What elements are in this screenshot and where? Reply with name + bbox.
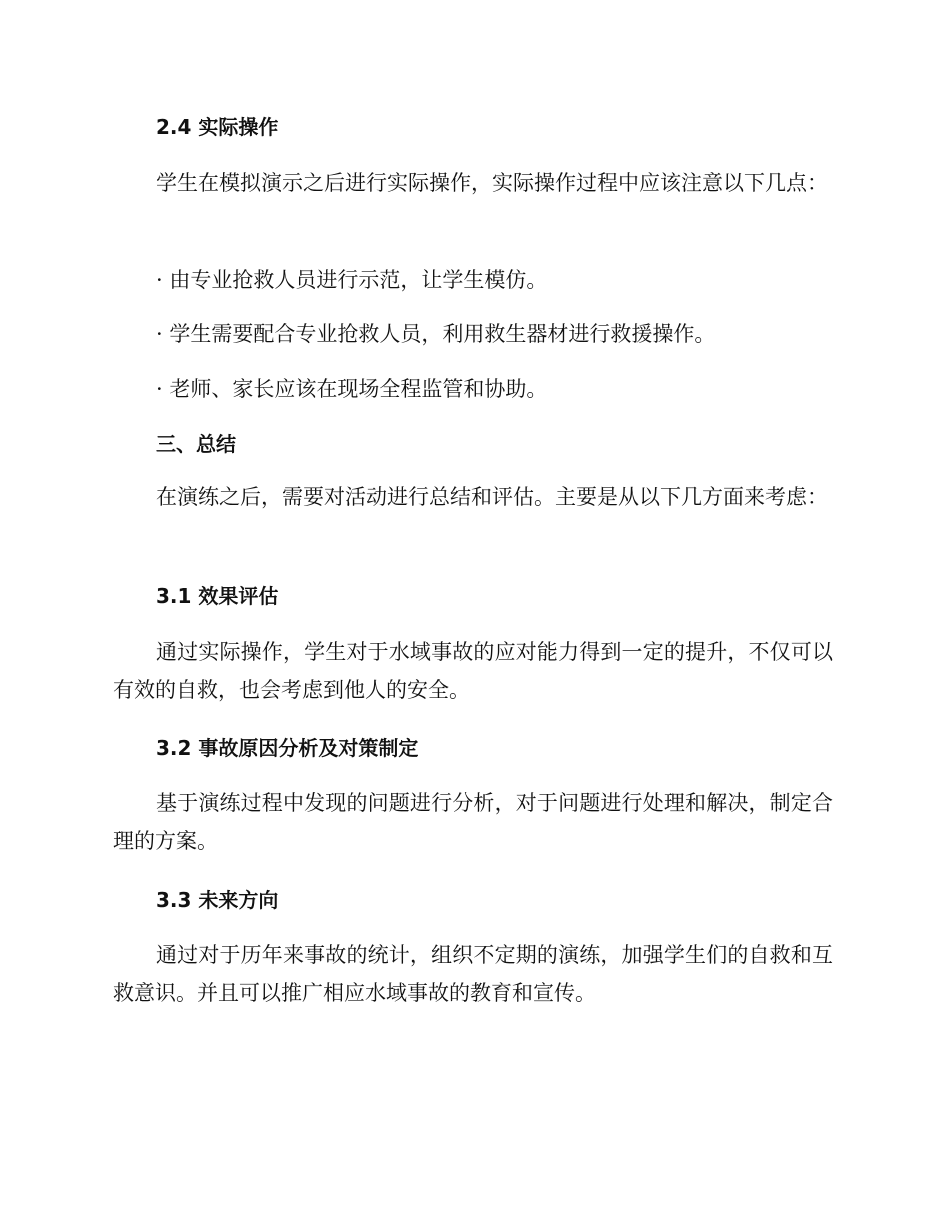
bullet-item-1: · 由专业抢救人员进行示范，让学生模仿。 (156, 268, 548, 292)
section-heading-3: 三、总结 (156, 432, 236, 456)
section-heading-3-3: 3.3 未来方向 (156, 888, 279, 912)
section-heading-3-1: 3.1 效果评估 (156, 584, 279, 608)
bullet-item-3: · 老师、家长应该在现场全程监管和协助。 (156, 377, 548, 401)
section-heading-2-4: 2.4 实际操作 (156, 115, 279, 139)
paragraph-2-4: 学生在模拟演示之后进行实际操作，实际操作过程中应该注意以下几点： (156, 171, 828, 195)
paragraph-3: 在演练之后，需要对活动进行总结和评估。主要是从以下几方面来考虑： (156, 485, 828, 509)
paragraph-3-2: 基于演练过程中发现的问题进行分析，对于问题进行处理和解决，制定合理的方案。 (113, 791, 833, 853)
paragraph-3-1: 通过实际操作，学生对于水域事故的应对能力得到一定的提升，不仅可以有效的自救，也会考虑到他人的安全。 (113, 640, 833, 702)
bullet-item-2: · 学生需要配合专业抢救人员，利用救生器材进行救援操作。 (156, 322, 716, 346)
section-heading-3-2: 3.2 事故原因分析及对策制定 (156, 736, 419, 760)
paragraph-3-3: 通过对于历年来事故的统计，组织不定期的演练，加强学生们的自救和互救意识。并且可以推广相应水域事故的教育和宣传。 (113, 943, 833, 1005)
